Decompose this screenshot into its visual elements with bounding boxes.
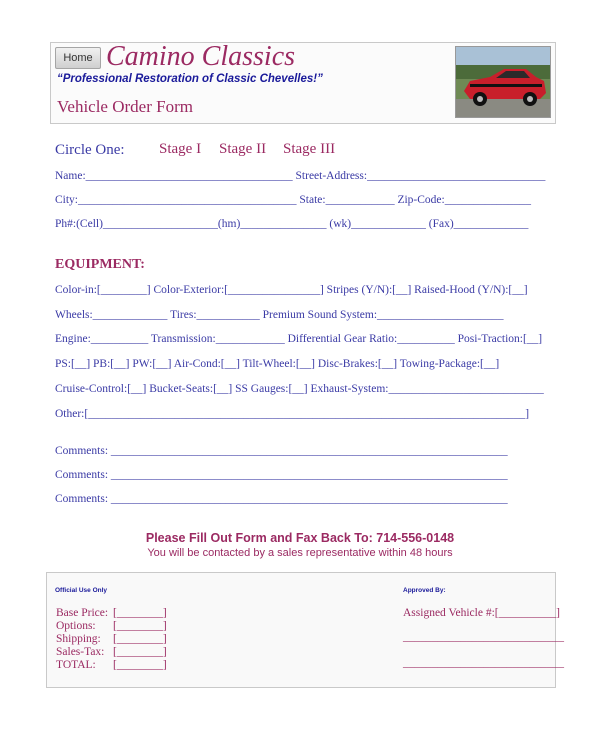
city-state-zip-row[interactable]: City:______________________________________ State:____________ Zip-Code:_______________ (55, 194, 531, 206)
name-address-row[interactable]: Name:____________________________________ Street-Address:_______________________________ (55, 170, 546, 182)
options-label: Options: (56, 620, 96, 632)
options-field[interactable]: [________] (113, 620, 167, 632)
brand-title: Camino Classics (106, 41, 296, 72)
comments-row[interactable]: Comments: _____________________________________________________________________ (55, 445, 508, 457)
contact-notice: You will be contacted by a sales representative within 48 hours (147, 547, 453, 559)
form-title: Vehicle Order Form (57, 97, 193, 116)
tagline: “Professional Restoration of Classic Chevelles!” (57, 73, 323, 85)
color-row[interactable]: Color-in:[________] Color-Exterior:[________________] Stripes (Y/N):[__] Raised-Hood (Y/N):[__] (55, 284, 528, 296)
phone-row[interactable]: Ph#:(Cell)____________________(hm)_______________ (wk)_____________ (Fax)_____________ (55, 218, 529, 230)
base-price-label: Base Price: (56, 607, 109, 619)
official-use-heading: Official Use Only (55, 587, 108, 594)
home-button[interactable]: Home (55, 47, 101, 69)
header-box (50, 42, 556, 124)
fax-instructions: Please Fill Out Form and Fax Back To: 714-556-0148 (145, 531, 455, 545)
base-price-field[interactable]: [________] (113, 607, 167, 619)
circle-one-label: Circle One: (55, 142, 125, 158)
car-photo (455, 46, 551, 118)
sales-tax-label: Sales-Tax: (56, 646, 105, 658)
assigned-vehicle-field[interactable]: Assigned Vehicle #:[__________] (403, 607, 560, 619)
other-row[interactable]: Other:[____________________________________________________________________________] (55, 408, 530, 420)
comments-row[interactable]: Comments: _____________________________________________________________________ (55, 493, 508, 505)
engine-row[interactable]: Engine:__________ Transmission:____________ Differential Gear Ratio:__________ Posi-Traction:[__] (55, 333, 543, 345)
shipping-field[interactable]: [________] (113, 633, 167, 645)
approved-by-heading: Approved By: (403, 587, 446, 594)
options-row[interactable]: PS:[__] PB:[__] PW:[__] Air-Cond:[__] Tilt-Wheel:[__] Disc-Brakes:[__] Towing-Package:[__] (55, 358, 500, 370)
total-field[interactable]: [________] (113, 659, 167, 671)
shipping-label: Shipping: (56, 633, 101, 645)
comments-row[interactable]: Comments: _____________________________________________________________________ (55, 469, 508, 481)
stage-option-2[interactable]: Stage II (219, 141, 267, 157)
cruise-row[interactable]: Cruise-Control:[__] Bucket-Seats:[__] SS Gauges:[__] Exhaust-System:___________________________ (55, 383, 544, 395)
sales-tax-field[interactable]: [________] (113, 646, 167, 658)
equipment-heading: EQUIPMENT: (55, 257, 145, 272)
approval-signature-line[interactable]: ____________________________ (403, 657, 564, 669)
stage-option-3[interactable]: Stage III (283, 141, 336, 157)
wheels-row[interactable]: Wheels:_____________ Tires:___________ Premium Sound System:______________________ (55, 309, 504, 321)
approval-signature-line[interactable]: ____________________________ (403, 631, 564, 643)
official-use-box (46, 572, 564, 688)
stage-option-1[interactable]: Stage I (159, 141, 202, 157)
total-label: TOTAL: (56, 659, 96, 671)
